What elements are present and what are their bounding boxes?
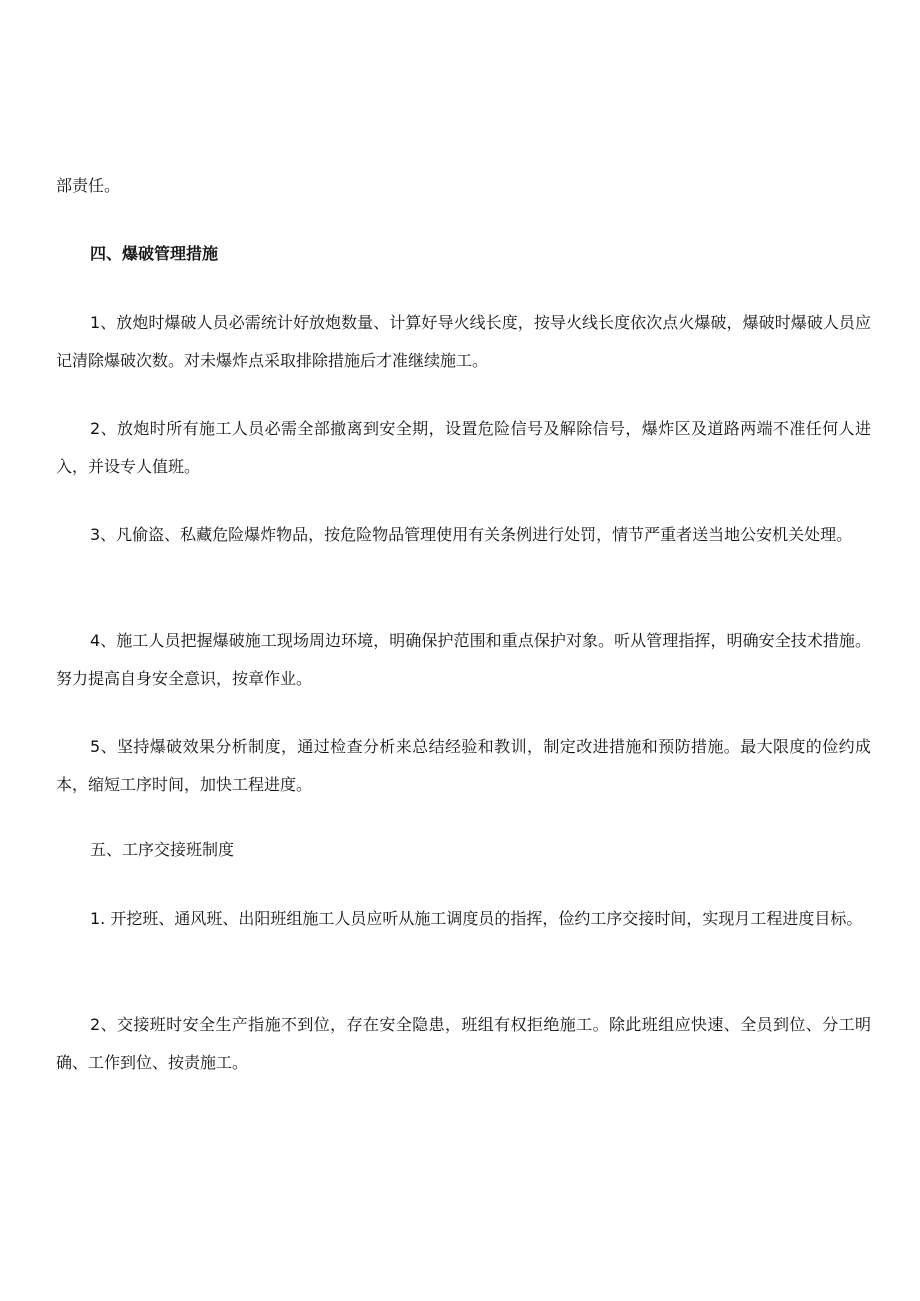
section-4-item-1: 1、放炮时爆破人员必需统计好放炮数量、计算好导火线长度，按导火线长度依次点火爆破，爆破时爆破人员应记清除爆破次数。对未爆炸点采取排除措施后才准继续施工。: [56, 313, 871, 370]
section-4-item-5: 5、坚持爆破效果分析制度，通过检查分析来总结经验和教训，制定改进措施和预防措施。最大限度的俭约成本，缩短工序时间，加快工程进度。: [56, 737, 871, 794]
section-5-heading: 五、工序交接班制度: [90, 840, 235, 859]
continuation-text: 部责任。: [56, 176, 121, 195]
section-4-heading: 四、爆破管理措施: [90, 244, 219, 263]
section-5-item-2: 2、交接班时安全生产指施不到位，存在安全隐患，班组有权拒绝施工。除此班组应快速、全员到位、分工明确、工作到位、按责施工。: [56, 1015, 871, 1072]
section-4-item-4: 4、施工人员把握爆破施工现场周边环境，明确保护范围和重点保护对象。听从管理指挥，明确安全技术措施。努力提高自身安全意识，按章作业。: [56, 631, 871, 688]
section-4-item-3: 3、凡偷盗、私藏危险爆炸物品，按危险物品管理使用有关条例进行处罚，情节严重者送当地公安机关处理。: [90, 525, 853, 544]
section-4-item-2: 2、放炮时所有施工人员必需全部撤离到安全期，设置危险信号及解除信号，爆炸区及道路两端不准任何人进入，并设专人值班。: [56, 419, 871, 476]
section-5-item-1: 1. 开挖班、通风班、出阳班组施工人员应听从施工调度员的指挥，俭约工序交接时间，实现月工程进度目标。: [90, 909, 863, 928]
